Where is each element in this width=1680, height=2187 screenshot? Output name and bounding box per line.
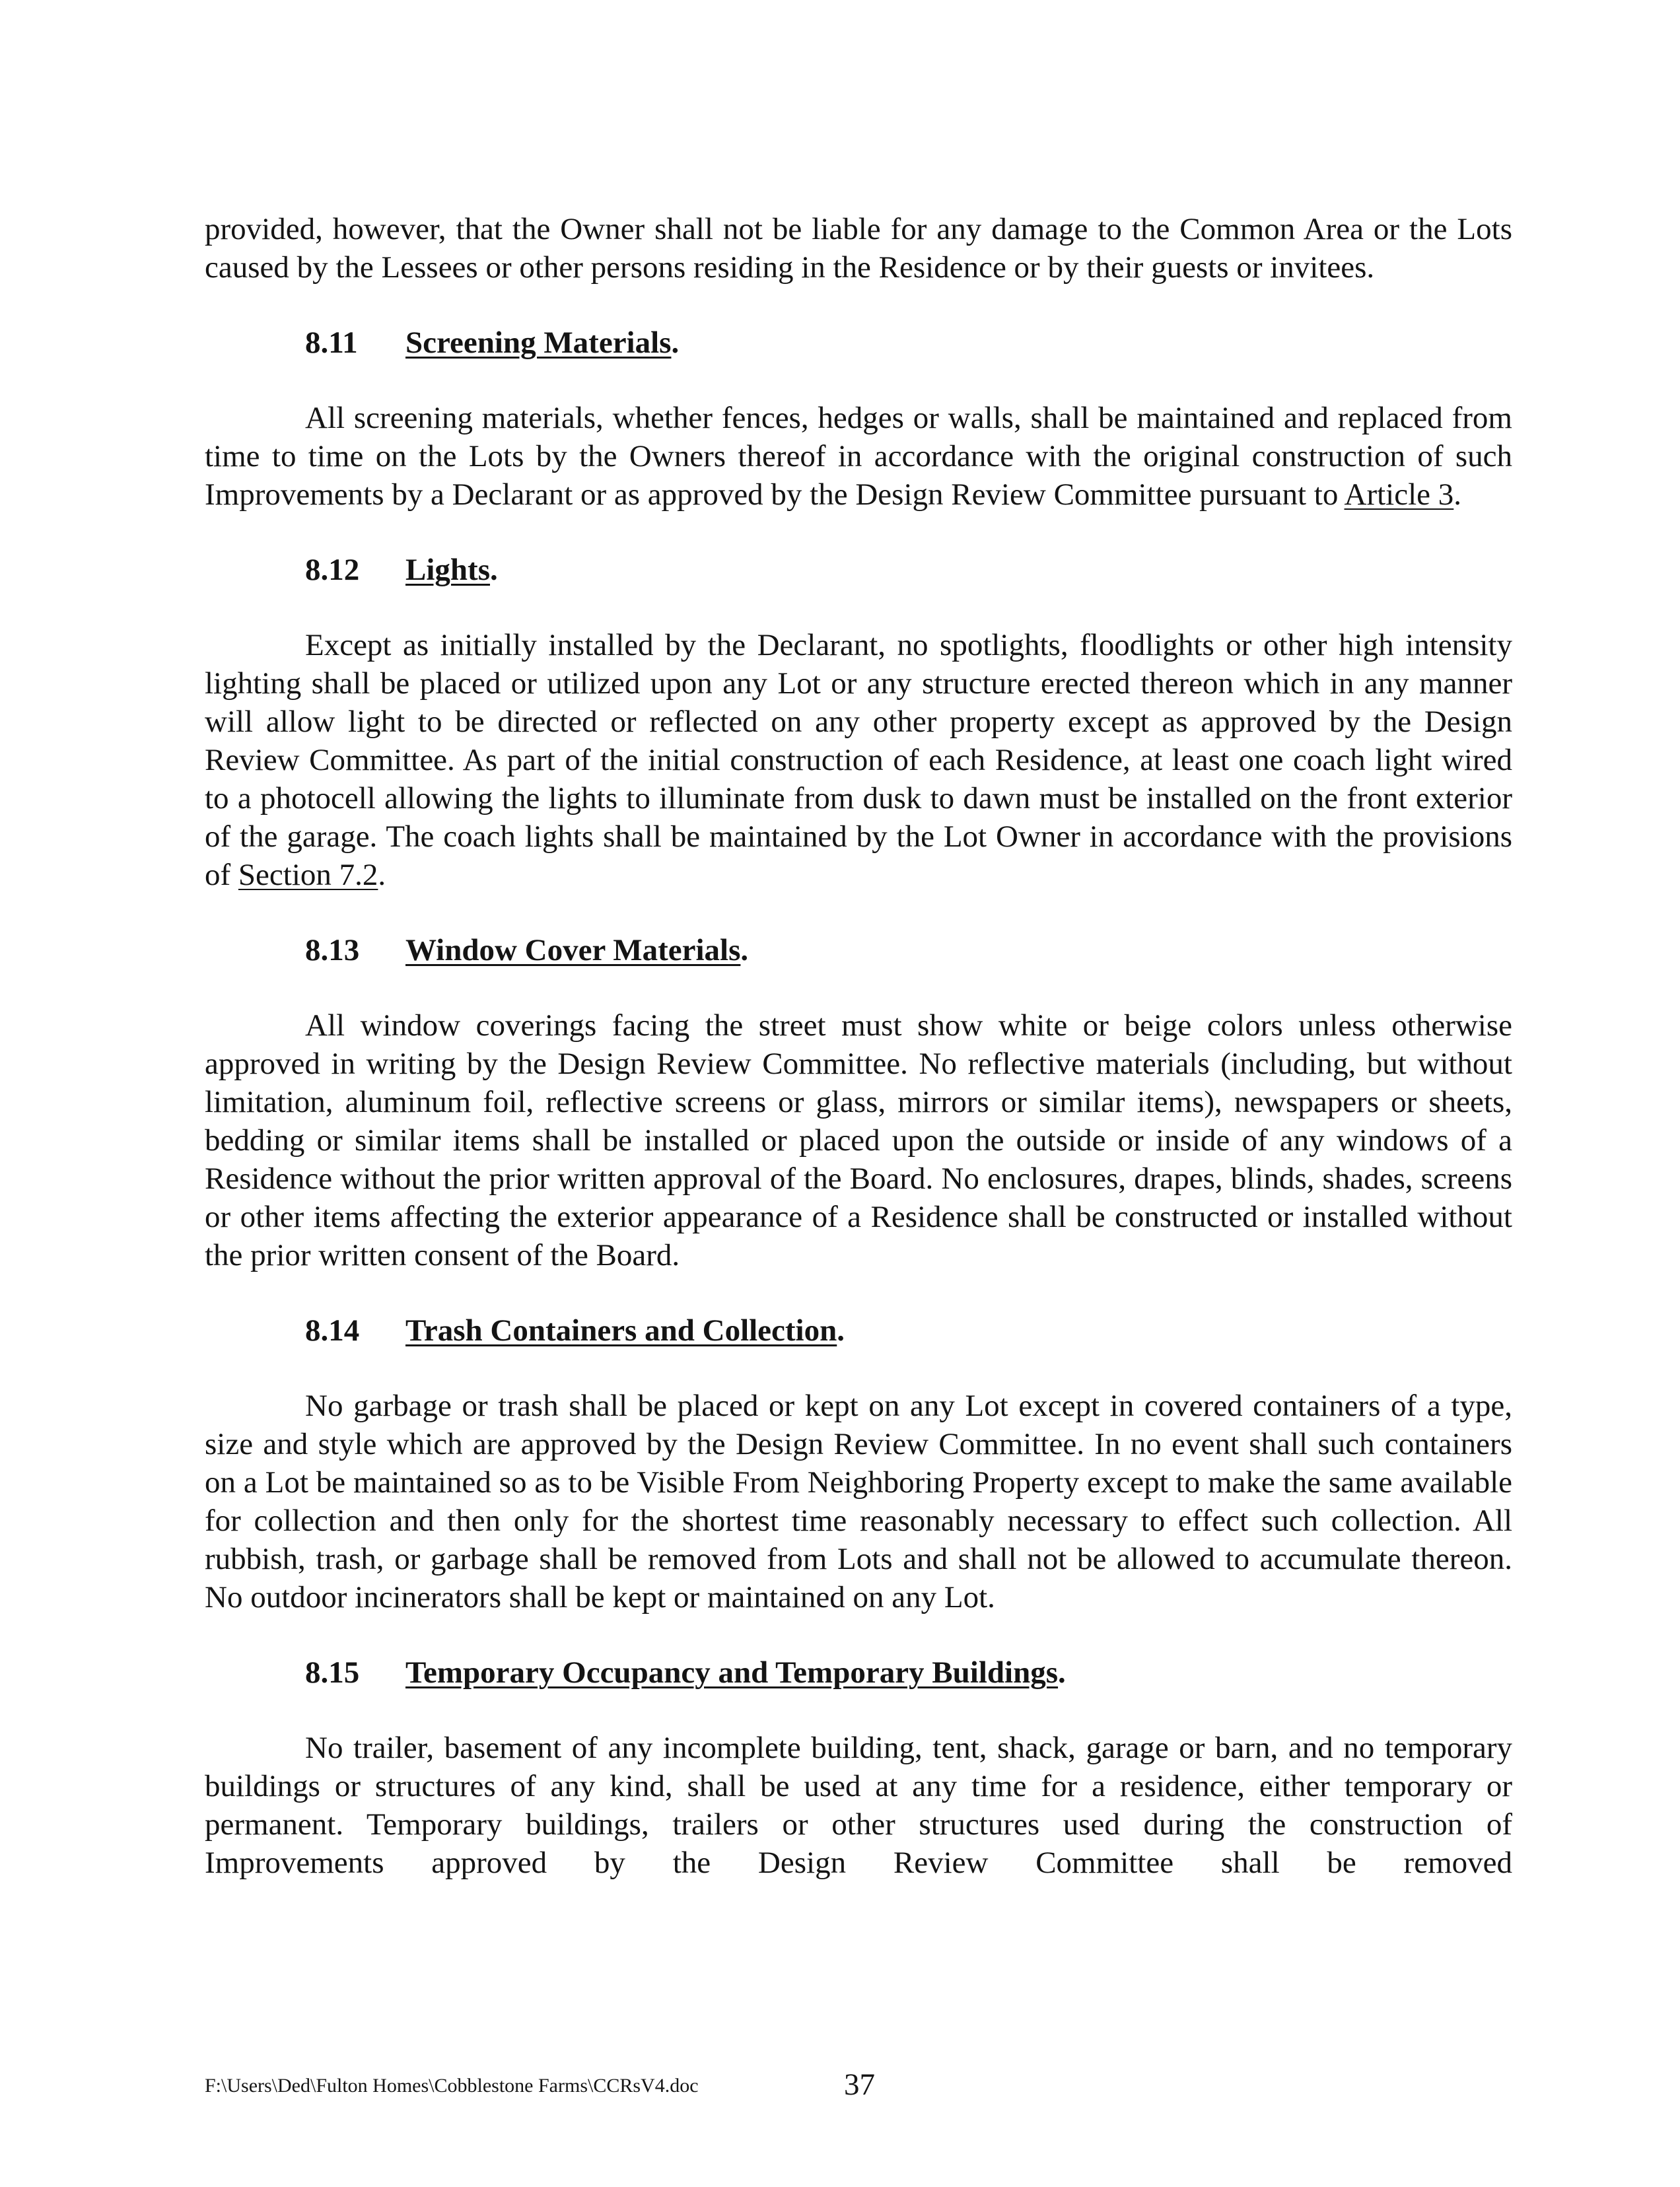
- section-heading-8-11: 8.11 Screening Materials.: [205, 324, 1512, 362]
- section-body-8-13: All window coverings facing the street must show white or beige colors unless otherwise approved in writing by the Design Review Committee. No reflective materials (including, but without limitation, aluminum foil, reflective screens or glass, mirrors or similar items), newspapers or sheets, bedding or similar items shall be installed or placed upon the outside or inside of any windows of a Residence without the prior written approval of the Board. No enclosures, drapes, blinds, shades, screens or other items affecting the exterior appearance of a Residence shall be constructed or installed without the prior written consent of the Board.: [205, 1008, 1512, 1272]
- section-number: 8.13: [305, 933, 360, 967]
- section-heading-8-15: 8.15 Temporary Occupancy and Temporary Buildings.: [205, 1653, 1512, 1692]
- section-heading-8-12: 8.12 Lights.: [205, 551, 1512, 589]
- footer-file-path: F:\Users\Ded\Fulton Homes\Cobblestone Farms\CCRsV4.doc: [205, 2075, 699, 2097]
- section-number: 8.14: [305, 1313, 360, 1348]
- section-body-8-14: No garbage or trash shall be placed or kept on any Lot except in covered containers of a type, size and style which are approved by the Design Review Committee. In no event shall such containers on a Lot be maintained so as to be Visible From Neighboring Property except to make the same available for collection and then only for the shortest time reasonably necessary to effect such collection. All rubbish, trash, or garbage shall be removed from Lots and shall not be allowed to accumulate thereon. No outdoor incinerators shall be kept or maintained on any Lot.: [205, 1389, 1512, 1614]
- section-number: 8.15: [305, 1655, 360, 1690]
- section-body-8-11: All screening materials, whether fences, hedges or walls, shall be maintained and replaced from time to time on the Lots by the Owners thereof in accordance with the original construction of such Improvements by a Declarant or as approved by the Design Review Committee pursuant to Article 3.: [205, 401, 1512, 512]
- page-number: 37: [844, 2067, 875, 2102]
- section-number: 8.11: [305, 326, 358, 360]
- continued-paragraph: provided, however, that the Owner shall not be liable for any damage to the Common Area or the Lots caused by the Lessees or other persons residing in the Residence or by their guests or invitees.: [205, 212, 1512, 285]
- section-body-8-12: Except as initially installed by the Declarant, no spotlights, floodlights or other high intensity lighting shall be placed or utilized upon any Lot or any structure erected thereon which in any manner will allow light to be directed or reflected on any other property except as approved by the Design Review Committee. As part of the initial construction of each Residence, at least one coach light wired to a photocell allowing the lights to illuminate from dusk to dawn must be installed on the front exterior of the garage. The coach lights shall be maintained by the Lot Owner in accordance with the provisions of Section 7.2.: [205, 628, 1512, 892]
- document-page: [205, 210, 1512, 1882]
- section-heading-8-14: 8.14 Trash Containers and Collection.: [205, 1311, 1512, 1350]
- section-reference-link: Section 7.2: [238, 858, 378, 892]
- article-reference-link: Article 3: [1344, 477, 1454, 512]
- section-body-8-15: No trailer, basement of any incomplete building, tent, shack, garage or barn, and no temporary buildings or structures of any kind, shall be used at any time for a residence, either temporary or permanent. Temporary buildings, trailers or other structures used during the construction of Improvements approved by the Design Review Committee shall be removed: [205, 1731, 1512, 1880]
- section-number: 8.12: [305, 553, 360, 587]
- section-heading-8-13: 8.13 Window Cover Materials.: [205, 931, 1512, 969]
- section-title: Window Cover Materials: [405, 933, 741, 967]
- section-title: Trash Containers and Collection: [405, 1313, 837, 1348]
- page-footer: [205, 2067, 1512, 2106]
- section-title: Lights: [405, 553, 490, 587]
- section-title: Screening Materials: [405, 326, 672, 360]
- section-title: Temporary Occupancy and Temporary Buildings: [405, 1655, 1059, 1690]
